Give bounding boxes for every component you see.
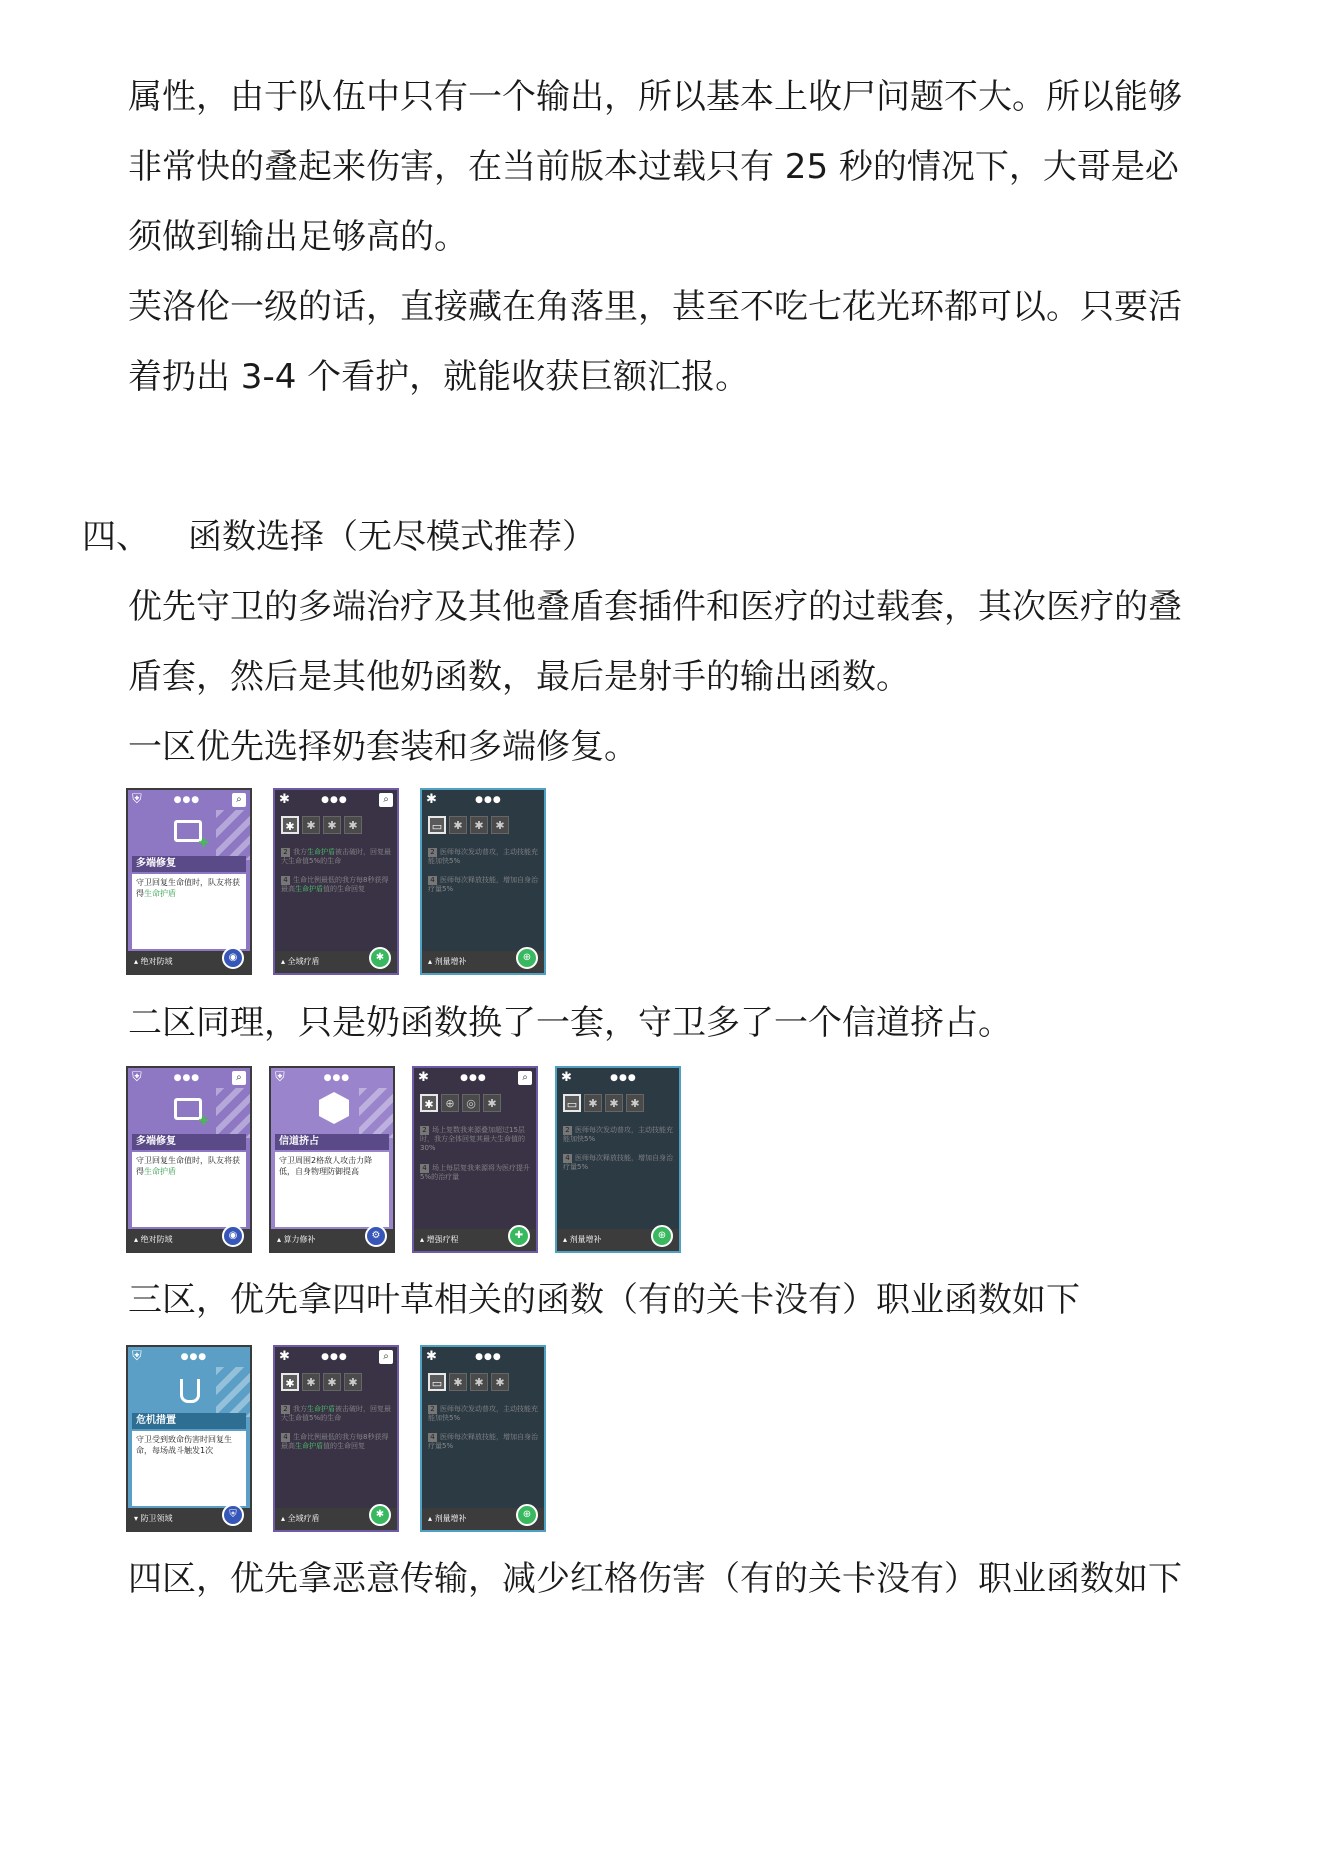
decor-stripes xyxy=(216,1367,252,1417)
shield-icon: ⛨ xyxy=(132,1349,142,1364)
text-line: 盾套，然后是其他奶函数，最后是射手的输出函数。 xyxy=(128,657,910,697)
card-footer: ▴ 剂量增补 xyxy=(422,951,544,973)
page-dots: ●●● xyxy=(173,1073,201,1083)
card-dose-set[interactable] xyxy=(420,788,546,975)
plugin-chips xyxy=(281,1373,362,1391)
page-dots: ●●● xyxy=(173,795,201,805)
priority-paragraph xyxy=(128,572,1238,782)
plugin-icon[interactable]: ✱ xyxy=(626,1094,644,1112)
search-icon[interactable]: ⌕ xyxy=(232,793,246,807)
heal-badge-icon: ⊕ xyxy=(516,1504,538,1526)
text-line: 着扔出 3-4 个看护，就能收获巨额汇报。 xyxy=(128,357,750,397)
zone3-cards xyxy=(126,1345,546,1532)
plugin-chips xyxy=(420,1094,501,1112)
card-description: 守卫受到致命伤害时回复生命，每场战斗触发1次 xyxy=(132,1431,246,1506)
search-icon[interactable]: ⌕ xyxy=(518,1071,532,1085)
plugin-icon[interactable]: ▭ xyxy=(563,1094,581,1112)
set-skill-2: 2 医师每次发动普攻，主动技能充能加快5% xyxy=(563,1126,673,1143)
set-skill-4: 4 生命比例最低的我方每8秒获得最高生命护盾值的生命回复 xyxy=(281,876,389,893)
plugin-icon[interactable]: ✱ xyxy=(281,1373,299,1391)
page-dots: ●●● xyxy=(475,1352,502,1362)
plugin-icon[interactable]: ✱ xyxy=(449,816,467,834)
plugin-icon[interactable]: ✱ xyxy=(420,1094,438,1112)
battery-plus-icon xyxy=(174,820,202,842)
page-blank-area xyxy=(0,1640,1320,1873)
plugin-icon[interactable]: ▭ xyxy=(428,1373,446,1391)
zone1-text: 一区优先选择奶套装和多端修复。 xyxy=(128,727,638,767)
set-skill-2: 2 医师每次发动普攻，主动技能充能加快5% xyxy=(428,1405,538,1422)
shield-icon: ⛨ xyxy=(275,1070,285,1085)
decor-stripes xyxy=(359,1088,395,1138)
star-icon: ✱ xyxy=(418,1070,429,1085)
card-footer: ▴ 剂量增补 xyxy=(422,1508,544,1530)
set-skill-4: 4 医师每次释放技能，增加自身治疗量5% xyxy=(428,1433,538,1450)
card-footer: ▴ 绝对防域 xyxy=(128,1229,250,1251)
search-icon[interactable]: ⌕ xyxy=(379,793,393,807)
card-description: 守卫回复生命值时，队友将获得生命护盾 xyxy=(132,874,246,949)
plus-badge-icon: ✚ xyxy=(508,1225,530,1247)
card-multi-repair[interactable] xyxy=(126,1066,252,1253)
plugin-icon[interactable]: ✱ xyxy=(470,816,488,834)
heal-badge-icon: ✱ xyxy=(369,947,391,969)
page-dots: ●●● xyxy=(321,1352,348,1362)
card-footer: ▴ 绝对防域 xyxy=(128,951,250,973)
card-description: 守卫周围2格敌人攻击力降低，自身物理防御提高 xyxy=(275,1152,389,1227)
page-dots: ●●● xyxy=(321,795,348,805)
card-footer: ▴ 全域疗盾 xyxy=(275,951,397,973)
guard-badge-icon: ⛨ xyxy=(222,1504,244,1526)
set-skill-2: 2 我方生命护盾被击破时，回复最大生命值5%的生命 xyxy=(281,1405,391,1422)
card-crisis[interactable] xyxy=(126,1345,252,1532)
card-footer: ▴ 全域疗盾 xyxy=(275,1508,397,1530)
page-dots: ●●● xyxy=(460,1073,487,1083)
plugin-chips xyxy=(281,816,362,834)
set-skill-4: 4 场上每层复我来源将为医疗提升5%的治疗量 xyxy=(420,1164,530,1181)
plugin-chips xyxy=(428,816,509,834)
card-dose-set[interactable] xyxy=(420,1345,546,1532)
zone3-text: 三区，优先拿四叶草相关的函数（有的关卡没有）职业函数如下 xyxy=(128,1280,1080,1320)
card-shield-set[interactable] xyxy=(273,1345,399,1532)
set-skill-4: 4 医师每次释放技能，增加自身治疗量5% xyxy=(563,1154,673,1171)
zone4-text: 四区，优先拿恶意传输，减少红格伤害（有的关卡没有）职业函数如下 xyxy=(128,1559,1182,1599)
card-heal-set[interactable] xyxy=(412,1066,538,1253)
plugin-icon[interactable]: ✱ xyxy=(605,1094,623,1112)
heal-badge-icon: ⊕ xyxy=(651,1225,673,1247)
card-footer: ▾ 防卫领域 xyxy=(128,1508,250,1530)
plugin-icon[interactable]: ✱ xyxy=(449,1373,467,1391)
set-skill-2: 2 医师每次发动普攻，主动技能充能加快5% xyxy=(428,848,538,865)
card-title: 多端修复 xyxy=(132,1134,246,1150)
section-heading xyxy=(82,502,596,572)
page-dots: ●●● xyxy=(610,1073,637,1083)
plugin-icon[interactable]: ✱ xyxy=(344,816,362,834)
set-skill-4: 4 医师每次释放技能，增加自身治疗量5% xyxy=(428,876,538,893)
card-channel[interactable] xyxy=(269,1066,395,1253)
decor-stripes xyxy=(216,1088,252,1138)
star-icon: ✱ xyxy=(561,1070,572,1085)
hexagon-icon xyxy=(319,1092,349,1124)
card-footer: ▴ 增强疗程 xyxy=(414,1229,536,1251)
card-title: 危机措置 xyxy=(132,1413,246,1429)
plugin-icon[interactable]: ✱ xyxy=(491,1373,509,1391)
search-icon[interactable]: ⌕ xyxy=(232,1071,246,1085)
plugin-icon[interactable]: ✱ xyxy=(302,816,320,834)
star-icon: ✱ xyxy=(426,1349,437,1364)
plugin-icon[interactable]: ✱ xyxy=(344,1373,362,1391)
star-icon: ✱ xyxy=(279,792,290,807)
plugin-icon[interactable]: ⊕ xyxy=(441,1094,459,1112)
section-title: 函数选择（无尽模式推荐） xyxy=(188,517,596,557)
plugin-icon[interactable]: ✱ xyxy=(470,1373,488,1391)
zone1-cards xyxy=(126,788,546,975)
guard-badge-icon: ◉ xyxy=(222,947,244,969)
page-dots: ●●● xyxy=(180,1352,208,1362)
star-icon: ✱ xyxy=(279,1349,290,1364)
shield-icon: ⛨ xyxy=(132,792,142,807)
page-dots: ●●● xyxy=(323,1073,351,1083)
decor-stripes xyxy=(216,810,252,860)
plugin-icon[interactable]: ✱ xyxy=(323,816,341,834)
set-skill-2: 2 场上复数我来源叠加超过15层时，我方全体回复其最大生命值的30% xyxy=(420,1126,525,1152)
shield-icon: ⛨ xyxy=(132,1070,142,1085)
card-description: 守卫回复生命值时，队友将获得生命护盾 xyxy=(132,1152,246,1227)
battery-plus-icon xyxy=(174,1098,202,1120)
heal-badge-icon: ✱ xyxy=(369,1504,391,1526)
card-multi-repair[interactable] xyxy=(126,788,252,975)
plugin-chips xyxy=(428,1373,509,1391)
plugin-chips xyxy=(563,1094,644,1112)
page-dots: ●●● xyxy=(475,795,502,805)
text-line: 须做到输出足够高的。 xyxy=(128,217,468,257)
text-line: 非常快的叠起来伤害，在当前版本过载只有 25 秒的情况下，大哥是必 xyxy=(128,147,1179,187)
search-icon[interactable]: ⌕ xyxy=(379,1350,393,1364)
card-shield-set[interactable] xyxy=(273,788,399,975)
text-line: 属性，由于队伍中只有一个输出，所以基本上收尸问题不大。所以能够 xyxy=(128,77,1182,117)
zone2-text: 二区同理，只是奶函数换了一套，守卫多了一个信道挤占。 xyxy=(128,1003,1012,1043)
card-footer: ▴ 算力修补 xyxy=(271,1229,393,1251)
plugin-icon[interactable]: ✱ xyxy=(491,816,509,834)
section-number: 四、 xyxy=(82,517,150,557)
card-title: 信道挤占 xyxy=(275,1134,389,1150)
text-line: 芙洛伦一级的话，直接藏在角落里，甚至不吃七花光环都可以。只要活 xyxy=(128,287,1182,327)
gear-badge-icon: ⚙ xyxy=(365,1225,387,1247)
shield-plus-icon xyxy=(180,1379,200,1403)
guard-badge-icon: ◉ xyxy=(222,1225,244,1247)
card-footer: ▴ 剂量增补 xyxy=(557,1229,679,1251)
set-skill-4: 4 生命比例最低的我方每8秒获得最高生命护盾值的生命回复 xyxy=(281,1433,389,1450)
card-dose-set[interactable] xyxy=(555,1066,681,1253)
star-icon: ✱ xyxy=(426,792,437,807)
plugin-icon[interactable]: ◎ xyxy=(462,1094,480,1112)
heal-badge-icon: ⊕ xyxy=(516,947,538,969)
zone2-cards xyxy=(126,1066,681,1253)
card-title: 多端修复 xyxy=(132,856,246,872)
plugin-icon[interactable]: ▭ xyxy=(428,816,446,834)
set-skill-2: 2 我方生命护盾被击破时，回复最大生命值5%的生命 xyxy=(281,848,391,865)
plugin-icon[interactable]: ✱ xyxy=(584,1094,602,1112)
text-line: 优先守卫的多端治疗及其他叠盾套插件和医疗的过载套，其次医疗的叠 xyxy=(128,587,1182,627)
plugin-icon[interactable]: ✱ xyxy=(302,1373,320,1391)
plugin-icon[interactable]: ✱ xyxy=(281,816,299,834)
intro-paragraph xyxy=(128,62,1238,412)
plugin-icon[interactable]: ✱ xyxy=(323,1373,341,1391)
plugin-icon[interactable]: ✱ xyxy=(483,1094,501,1112)
